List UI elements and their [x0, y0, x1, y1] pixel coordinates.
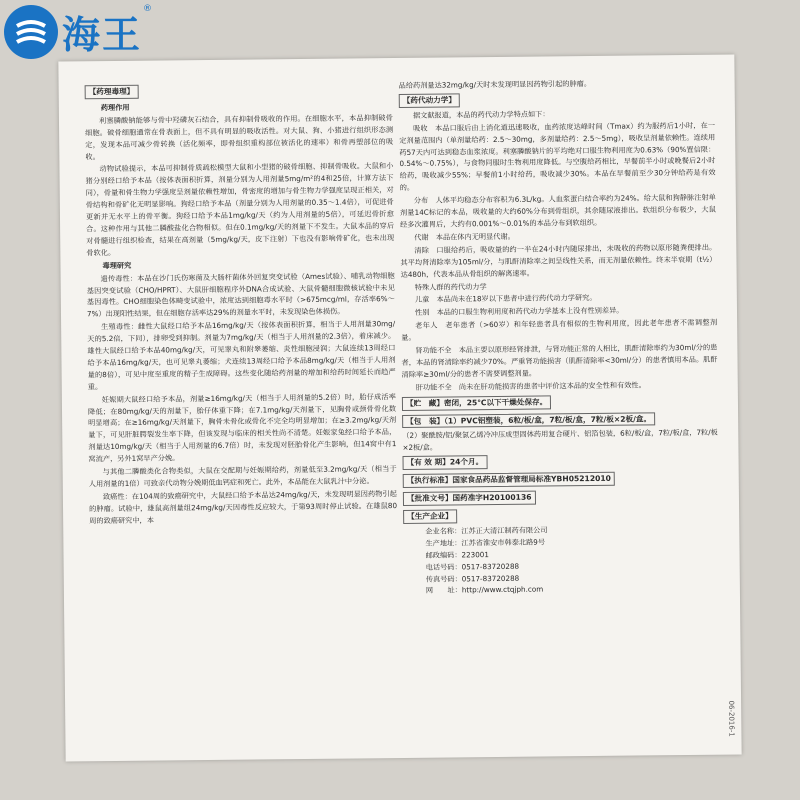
paragraph: 清除 口服给药后，吸收量的约一半在24小时内随尿排出，未吸收的药物以原形随粪便排出。其平均肾清除率为105ml/分，与肌酐清除率之间呈线性关系，而无剂量依赖性。终末半衰期（t½）达480h，代表本品从骨组织的解离速率。: [400, 242, 717, 279]
logo-mark-icon: [4, 5, 58, 59]
logo-text: 海王: [62, 13, 143, 57]
logo-registered-mark: ®: [143, 4, 153, 14]
paragraph: 品给药剂量达32mg/kg/天时未发现明显因药物引起的肿瘤。: [398, 78, 592, 90]
section-heading: 【药代动力学】: [399, 93, 460, 108]
paragraph: 吸收 本品口服后由上消化道迅速吸收，血药浓度达峰时间（Tmax）约为服药后1小时，在一定剂量范围内（单剂量给药：2.5～30mg，多剂量给药：2.5～5mg），吸收呈剂量依赖性。连续用药57天内可达到稳态血浆浓度。利塞膦酸钠片的平均绝对口服生物利用度为0.63%（90%置信限：0.54%～0.75%），与食物同服时生物利用度降低。与空腹给药相比，早餐前半小时或晚餐后2小时给药，吸收减少55%；早餐前1小时给药，吸收减少30%。本品在早餐前至少30分钟给药是有效的。: [399, 120, 716, 193]
paragraph: 老年人 老年患者（>60岁）和年轻患者具有相似的生物利用度，因此老年患者不需调整剂量。: [401, 317, 718, 343]
section-heading: 【贮 藏】密闭，25℃以下干燥处保存。: [402, 395, 551, 410]
section-heading: 【包 装】（1）PVC铝塑装，6粒/板/盒，7粒/板/盒，7粒/板×2板/盒。: [402, 412, 655, 429]
paragraph: 动物试验提示，本品可抑制骨质疏松模型大鼠和小型猪的破骨细胞、抑制骨吸收。大鼠和小猪分别经口给予本品（按体表面积折算，剂量分别为人用剂量5mg/m²的4和25倍，计算方法下同），骨量和骨生物力学强度呈剂量依赖性增加，骨密度的增加与骨生物力学强度呈现正相关，对骨结构和骨矿化无明显影响。狗经口给予本品（剂量分别为人用剂量的0.35～1.4倍），可促进骨更新并无水平上的骨平衡。狗经口给予本品1mg/kg/天（约为人用剂量的5倍），可延迟骨折愈合。这种作用与其他二膦酸盐化合物相似。但在0.1mg/kg/天的剂量下不发生。大鼠本品的穿后对骨髓进行组织检查，结果在高剂量（5mg/kg/天，皮下注射）下也没有影响骨矿化，也未出现骨软化。: [85, 161, 395, 258]
section-heading: 【有 效 期】24个月。: [403, 455, 488, 470]
paragraph: 分布 人体平均稳态分布容积为6.3L/kg。人血浆蛋白结合率约为24%。给大鼠和狗静脉注射单剂量14C标记的本品，吸收量的大约60%分布到骨组织，其余随尿液排出。软组织分布极少，大鼠经多次灌胃后，大约有0.001%～0.01%的本品分布到软组织。: [399, 192, 716, 229]
logo-wave-icon: [11, 12, 51, 52]
logo: [4, 4, 152, 59]
paragraph: 企业名称：江苏正大清江制药有限公司: [425, 525, 548, 536]
subsection-heading: 药理作用: [100, 102, 130, 113]
paragraph: 利塞膦酸钠能够与骨中羟磷灰石结合，具有抑制骨吸收的作用。在细胞水平，本品抑制破骨细胞。破骨细胞通常在骨表面上，但不具有明显的吸收活性。对大鼠、狗、小猪进行组织形态测定，发现本品可减少骨转换（活化频率，即骨组织重构部位被活化的速率）和骨再塑部位的吸收。: [85, 112, 394, 161]
paragraph: 生殖毒性：雌性大鼠经口给予本品16mg/kg/天（按体表面积折算，相当于人用剂量30mg/天的5.2倍，下同），排卵受到抑制。剂量为7mg/kg/天（相当于人用剂量的2.3倍），着床减少。雄性大鼠经口给予本品40mg/kg/天，可见睾丸和附睾萎缩、炎性细胞浸润；大鼠连续13周经口给予本品16mg/kg/天，也可见睾丸萎缩；犬连续13周经口给予本品8mg/kg/天（相当于人用剂量的8倍），可见中度至重度的精子生成障碍。这些变化随给药剂量的增加和给药时间延长而趋严重。: [87, 319, 396, 392]
paragraph: 遗传毒性：本品在沙门氏伤寒菌及大肠杆菌体外回复突变试验（Ames试验）、哺乳动物细胞基因突变试验（CHO/HPRT）、大鼠肝细胞程序外DNA合成试验、大鼠骨髓细胞微核试验中未见基因毒性。CHO细胞染色体畸变试验中，浓度达到细胞毒水平时（>675mcg/ml，存活率6%～7%）出现阳性结果，但在细胞存活率达29%的剂量水平时，未发现染色体损伤。: [86, 270, 395, 319]
paragraph: 妊娠期大鼠经口给予本品，剂量≥16mg/kg/天（相当于人用剂量的5.2倍）时，胎仔成活率降低；在80mg/kg/天的剂量下，胎仔体重下降；在7.1mg/kg/天剂量下，见胸骨或颈骨骨化数明显增高；在≥16mg/kg/天剂量下，胸骨未骨化或骨化不完全均明显增加；在≥3.2mg/kg/天剂量下，可见肝脏腭裂发生率下降，但该发现与临床的相关性尚不清楚。妊娠家兔经口给予本品，剂量达10mg/kg/天（相当于人用剂量的6.7倍）时，未发现对胚胎骨化产生影响，但14窝中有1窝流产，另外1窝早产分娩。: [87, 391, 397, 464]
print-code: 06-2016-1: [727, 700, 736, 737]
paragraph: 据文献报道，本品的药代动力学特点如下：: [412, 109, 550, 120]
paragraph: 电话号码：0517-83720288: [425, 561, 520, 572]
section-heading: 【执行标准】国家食品药品监督管理局标准YBH05212010: [403, 472, 615, 488]
paragraph: 致癌性：在104周的致癌研究中，大鼠经口给予本品达24mg/kg/天，未发现明显因药物引起的肿瘤。试验中，雄鼠高剂量组24mg/kg/天因毒性反应较大，于第93周时停止试验。在雄鼠80周的致癌研究中，本: [88, 488, 398, 525]
paragraph: 特殊人群的药代动力学: [414, 281, 487, 292]
paragraph: 性别 本品的口服生物利用度和药代动力学基本上没有性别差异。: [414, 305, 624, 318]
paragraph: 肝功能不全 尚未在肝功能损害的患者中评价这本品的安全性和有效性。: [415, 380, 646, 392]
subsection-heading: 毒理研究: [102, 260, 132, 270]
left-column: [85, 80, 398, 528]
paragraph: 邮政编码：223001: [425, 549, 489, 560]
paragraph: 代谢 本品在体内无明显代谢。: [414, 231, 515, 242]
section-heading: 【批准文号】国药准字H20100136: [403, 491, 536, 506]
paragraph: 儿童 本品尚未在18岁以下患者中进行药代动力学研究。: [414, 293, 597, 305]
package-insert-sheet: [58, 54, 741, 761]
right-column: [399, 77, 720, 598]
section-heading: 【药理毒理】: [85, 85, 139, 99]
paragraph: 生产地址：江苏省淮安市韩泰北路9号: [425, 537, 546, 548]
paragraph: 肾功能不全 本品主要以原形经肾排泄，与肾功能正常的人相比，肌酐清除率约为30ml/分的患者，本品的肾清除率约减少70%。严重肾功能损害（肌酐清除率<30ml/分）的患者慎用本品。肌酐清除率≥30ml/分的患者不需要调整剂量。: [401, 342, 718, 379]
paragraph: 网 址：http://www.ctqjph.com: [425, 584, 544, 596]
paragraph: 与其他二膦酸类化合物类似，大鼠在交配期与妊娠期给药，剂量低至3.2mg/kg/天（相当于人用剂量的1倍）可致亲代动物分娩期低血钙症和死亡。此外，本品能在大鼠乳汁中分泌。: [88, 464, 397, 489]
paragraph: 传真号码：0517-83720288: [425, 573, 520, 584]
paragraph: （2）聚酰胺/铝/聚氯乙烯冷冲压成型固体药用复合硬片、铝箔包装，6粒/板/盒，7粒/板/盒，7粒/板×2板/盒。: [402, 428, 718, 453]
section-heading: 【生产企业】: [403, 509, 457, 523]
